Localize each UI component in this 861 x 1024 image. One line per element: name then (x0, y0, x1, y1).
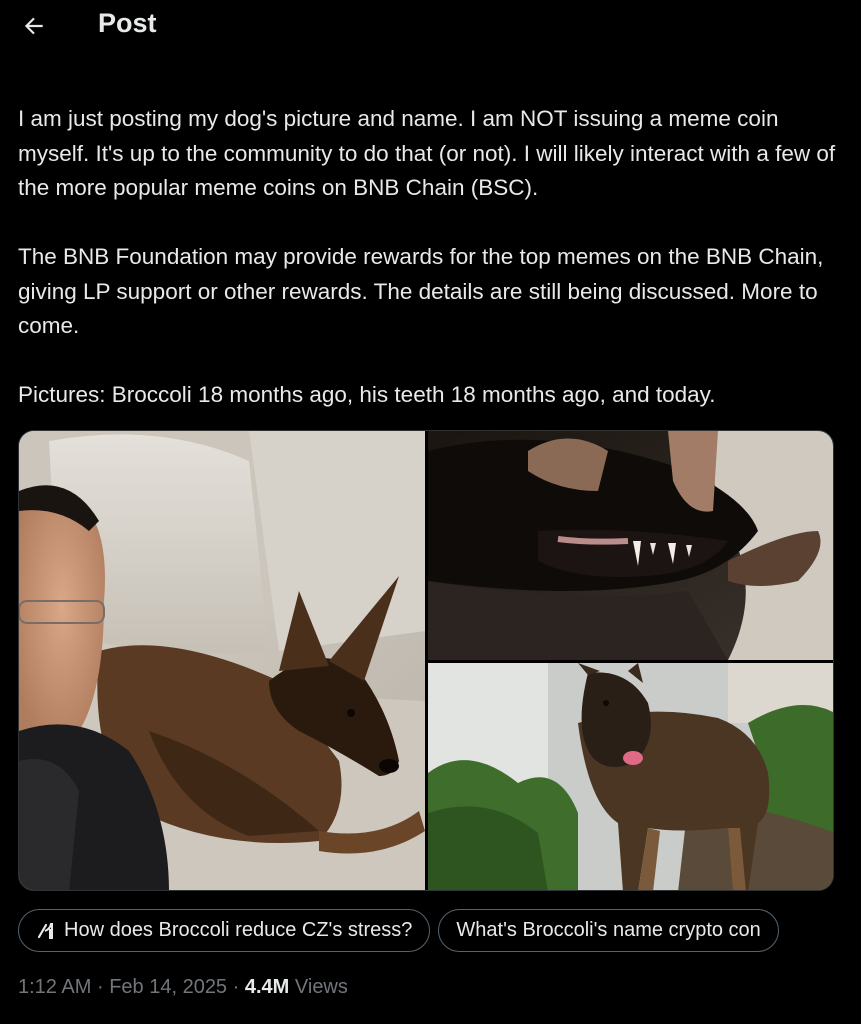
page-title: Post (98, 8, 157, 38)
grok-chip-2-label: What's Broccoli's name crypto con (456, 919, 761, 941)
post-paragraph-3: Pictures: Broccoli 18 months ago, his teeth 18 months ago, and today. (18, 382, 716, 407)
back-button[interactable] (14, 6, 54, 46)
post-paragraph-2: The BNB Foundation may provide rewards for the top memes on the BNB Chain, giving LP support or other rewards. The details are still being discussed. More to come. (18, 244, 824, 338)
views-label: Views (294, 976, 348, 998)
photo-puppy-teeth[interactable] (428, 431, 834, 660)
grok-chip-1[interactable] (18, 909, 430, 952)
media-grid (18, 430, 834, 891)
views-count: 4.4M (244, 976, 290, 998)
post-time[interactable]: 1:12 AM (18, 976, 92, 998)
photo-dog-today[interactable] (428, 663, 834, 891)
post-paragraph-1: I am just posting my dog's picture and name. I am NOT issuing a meme coin myself. It's up to the community to do that (or not). I will likely interact with a few of the more popular meme coins on BNB Chain (BSC). (18, 106, 836, 200)
post-body (18, 102, 848, 413)
arrow-left-icon (21, 13, 47, 39)
meta-separator-2: · (232, 976, 240, 998)
grok-suggestions (18, 909, 834, 953)
photo-puppy-with-owner[interactable] (19, 431, 425, 891)
top-bar (0, 0, 861, 60)
post-meta (18, 976, 348, 999)
meta-separator-1: · (96, 976, 104, 998)
grok-icon (36, 921, 56, 941)
grok-chip-1-label: How does Broccoli reduce CZ's stress? (64, 919, 413, 941)
grok-chip-2[interactable] (438, 909, 778, 952)
post-date[interactable]: Feb 14, 2025 (109, 976, 228, 998)
